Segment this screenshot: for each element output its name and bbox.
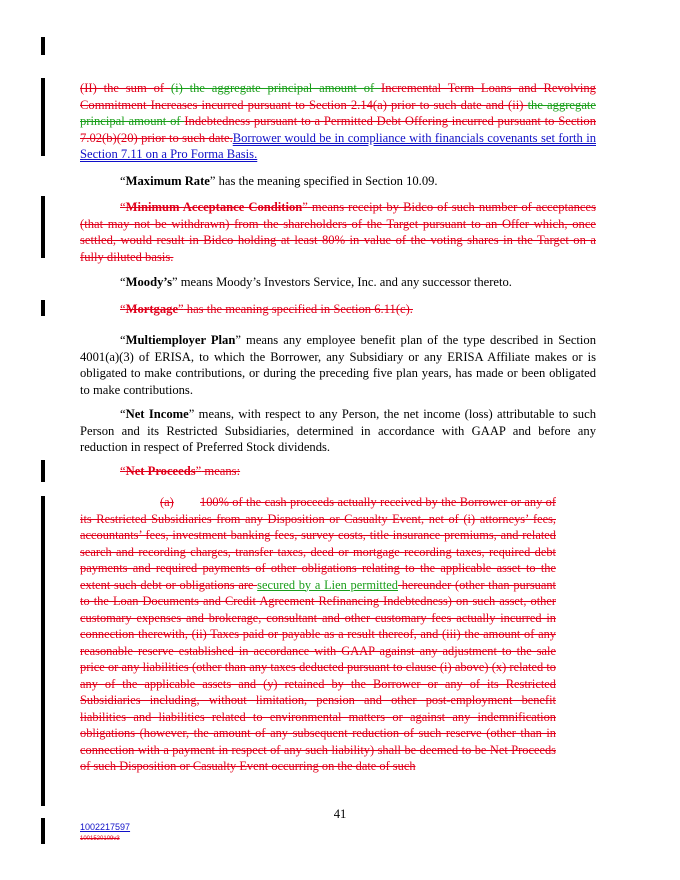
change-bar [41, 300, 45, 316]
definition-multiemployer-plan: “Multiemployer Plan” means any employee benefit plan of the type described in Section 4001(a)(3) of ERISA, to which the Borrower, any Subsidiary or any ERISA Affiliate makes or is obligated to make contributions, or during the preceding five plan years, has made or been obligated to make contributions. [80, 333, 596, 397]
change-bar [41, 196, 45, 258]
term-maximum-rate: Maximum Rate [125, 174, 210, 188]
net-proceeds-clause-a: (a) 100% of the cash proceeds actually received by the Borrower or any of its Restricted Subsidiaries from any Disposition or Casualty Event, net of (i) attorneys’ fees, accountants’ fees, investment banking fees, survey costs, title insurance premiums, and related search and recording charges, transfer taxes, deed or mortgage recording taxes, required debt payments and required payments of other obligations relating to the applicable asset to the extent such debt or obligations are secured by a Lien permitted hereunder (other than pursuant to the Loan Documents and Credit Agreement Refinancing Indebtedness) on such asset, other customary expenses and brokerage, consultant and other customary fees actually incurred in connection therewith, (ii) Taxes paid or payable as a result thereof, and (iii) the amount of any reasonable reserve established in accordance with GAAP against any adjustment to the sale price or any liabilities (other than any taxes deducted pursuant to clause (i) above) (x) related to any of the applicable assets and (y) retained by the Borrower or any of its Restricted Subsidiaries including, without limitation, pension and other post-employment benefit liabilities and liabilities related to environmental matters or against any indemnification obligations (however, the amount of any subsequent reduction of such reserve (other than in connection with a payment in respect of any such liability) shall be deemed to be Net Proceeds of such Disposition or Casualty Event occurring on the date of such [80, 495, 556, 773]
definition-mortgage: “Mortgage” has the meaning specified in Section 6.11(c). [120, 302, 413, 316]
term-multiemployer-plan: Multiemployer Plan [125, 333, 236, 347]
term-moodys: Moody’s [125, 275, 173, 289]
change-bar [41, 78, 45, 156]
term-net-proceeds: Net Proceeds [125, 464, 196, 478]
term-minimum-acceptance-condition: Minimum Acceptance Condition [125, 200, 303, 214]
definition-maximum-rate: “Maximum Rate” has the meaning specified in Section 10.09. [120, 174, 438, 188]
term-mortgage: Mortgage [125, 302, 179, 316]
change-bar [41, 496, 45, 806]
definition-net-proceeds: “Net Proceeds” means: [120, 464, 241, 478]
page-number: 41 [333, 807, 347, 821]
definition-moodys: “Moody’s” means Moody’s Investors Service, Inc. and any successor thereto. [120, 275, 512, 289]
definition-net-income: “Net Income” means, with respect to any Person, the net income (loss) attributable to such Person and its Restricted Subsidiaries, determined in accordance with GAAP and before any reduction in respect of Preferred Stock dividends. [80, 407, 596, 454]
term-net-income: Net Income [125, 407, 189, 421]
definition-minimum-acceptance-condition: “Minimum Acceptance Condition” means receipt by Bidco of such number of acceptances (that may not be withdrawn) from the shareholders of the Target pursuant to an Offer which, once settled, would result in Bidco holding at least 80% in value of the voting shares in the Target on a fully diluted basis. [80, 200, 596, 264]
change-bar [41, 37, 45, 55]
document-id: 1002217597 [80, 822, 131, 832]
change-bar [41, 460, 45, 482]
old-document-id: 1001520109v3 [80, 836, 120, 842]
clause-number: (a) [160, 495, 174, 509]
pro-forma-clause: (II) the sum of (i) the aggregate principal amount of Incremental Term Loans and Revolving Commitment Increases incurred pursuant to Section 2.14(a) prior to such date and (ii) the aggregate principal amount of Indebtedness pursuant to a Permitted Debt Offering incurred pursuant to Section 7.02(b)(20) prior to such date.Borrower would be in compliance with financials covenants set forth in Section 7.11 on a Pro Forma Basis. [80, 81, 596, 161]
